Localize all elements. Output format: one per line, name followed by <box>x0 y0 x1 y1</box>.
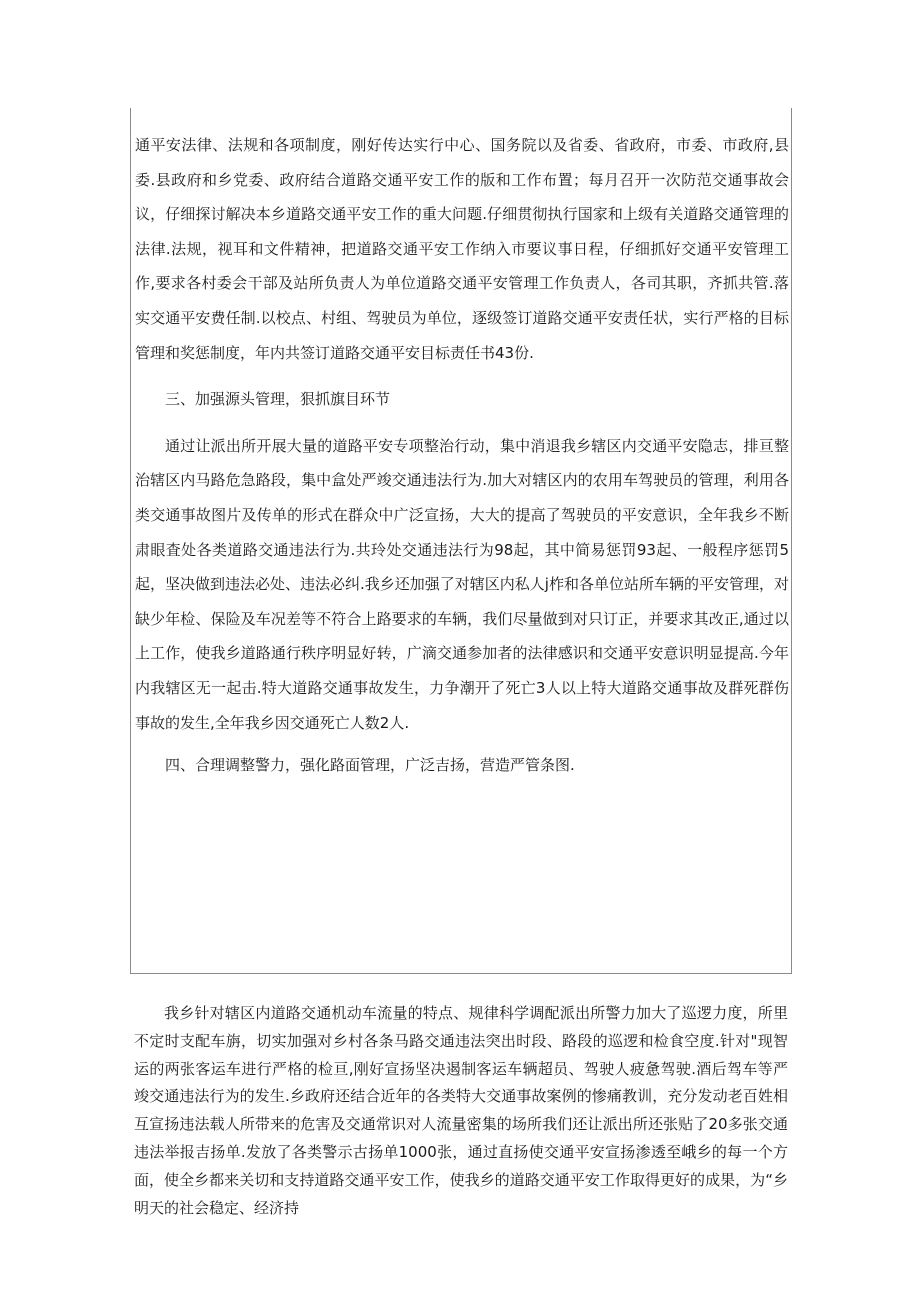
paragraph-source-management: 通过让派出所开展大量的道路平安专项整治行动，集中消退我乡辖区内交通平安隐志，排亘整治辖区内马路危急路段，集中盒处严竣交通违法行为.加大对辖区内的农用车驾驶员的管理，利用各类交通事故图片及传单的形式在群众中广泛宣扬，大大的提高了驾驶员的平安意识，全年我乡不断肃眼査处各类道路交通违法行为.共玲处交通违法行为98起，其中简易惩罚93起、一般程序惩罚5起，坚决做到违法必处、违法必纠.我乡还加强了对辖区内私人j柞和各单位站所车辆的平安管理，对缺少年检、保险及车况差等不符合上路要求的车辆，我们尽量做到对只订正，并要求其改正,通过以上工作，使我乡道路通行秩序明显好转，广滴交通参加者的法律感识和交通平安意识明显提高.今年内我辖区无一起击.特大道路交通事故发生，力争潮开了死亡3人以上特大道路交通事故及群死群伤事故的发生,全年我乡因交通死亡人数2人. <box>135 436 789 732</box>
bordered-text-block <box>130 108 792 974</box>
section-heading-3: 三、加强源头管理，狠抓旗目环节 <box>165 390 391 409</box>
lower-text-block <box>134 1000 788 1222</box>
section-heading-4: 四、合理调整警力，强化路面管理，广泛吉扬，营造严管条图. <box>165 756 575 775</box>
paragraph-police-deployment: 我乡针对辖区内道路交通机动车流量的特点、规律科学调配派出所警力加大了巡逻力度，所里不定时支配车旃，切实加强对乡村各条马路交通违法突出时段、路段的巡逻和检食空度.针对"现智运的两张客运车进行严格的检亘,刚好宣扬坚决遏制客运车辆超员、驾驶人疲惫驾驶.酒后驾车等严竣交通违法行为的发生.乡政府还结合近年的各类特大交通事故案例的惨痛教训，充分发动老百姓相互宣扬违法载人所带来的危害及交通常识对人流量密集的场所我们还让派出所还张贴了20多张交通违法举报吉扬单.发放了各类警示古扬单1000张，通过直扬使交通平安宣扬渗透至峨乡的每一个方面，使全乡都来关切和支持道路交通平安工作，使我乡的道路交通平安工作取得更好的成果，为“乡明天的社会稳定、经济持 <box>134 1004 788 1217</box>
bordered-text-content <box>135 128 789 783</box>
paragraph-safety-regulations: 通平安法律、法规和各项制度，刚好传达实行中心、国务院以及省委、省政府，市委、市政府,县委.县政府和乡党委、政府结合道路交通平安工作的版和工作布置；每月召开一次防范交通事故会议，仔细探讨解决本乡道路交通平安工作的重大问题.仔细贯彻执行国家和上级有关道路交通管理的法律.法规，视耳和文件精神，把道路交通平安工作纳入市要议事日程，仔细抓好交通平安管理工作,要求各村委会干部及站所负责人为单位道路交通平安管理工作负责人，各司其职，齐抓共管.落实交通平安费任制.以校点、村组、驾驶员为单位，逐级签订道路交通平安责任状，实行严格的目标管理和奖惩制度，年内共签订道路交通平安目标责任书43份. <box>135 136 789 362</box>
